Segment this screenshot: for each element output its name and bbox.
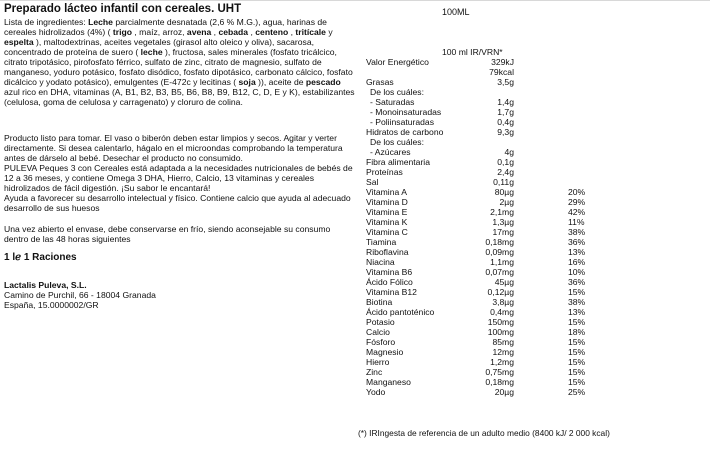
ingredient-text: ,: [288, 27, 296, 37]
ingredient-text: y: [325, 27, 333, 37]
nutrient-value: 3,5g: [497, 77, 514, 87]
nutrition-row: [366, 97, 596, 107]
nutrient-value: 0,07mg: [485, 267, 514, 277]
nutrient-label: Ácido pantoténico: [366, 307, 435, 317]
nutrient-label: Vitamina B6: [366, 267, 413, 277]
nutrient-label: Grasas: [366, 77, 394, 87]
ingredient-text: , maíz, arroz,: [132, 27, 187, 37]
nutrient-label: Vitamina C: [366, 227, 408, 237]
nutrient-ir-percent: 29%: [568, 197, 586, 207]
nutrient-label: Sal: [366, 177, 379, 187]
ingredients-list: [4, 17, 356, 107]
nutrient-label: - Monoinsaturadas: [370, 107, 442, 117]
nutrition-row: [366, 207, 596, 217]
nutrient-ir-percent: 13%: [568, 247, 586, 257]
nutrient-label: Yodo: [366, 387, 386, 397]
nutrient-value: 0,4g: [497, 117, 514, 127]
nutrition-row: [366, 377, 596, 387]
product-info-column: [4, 17, 356, 310]
nutrient-value: 0,75mg: [485, 367, 514, 377]
nutrition-table: [366, 57, 596, 397]
nutrient-value: 20µg: [494, 387, 514, 397]
nutrient-ir-percent: 38%: [568, 227, 586, 237]
nutrient-label: Vitamina K: [366, 217, 408, 227]
nutrition-row: [366, 187, 596, 197]
ingredient-text: ), fructosa, sales minerales (fosfato tricálcico, citrato tripotásico, pirofosfato férrico, sulfato de zinc, citrato de magnesio, sulfato de manganeso, yoduro potásico, fosfato disódico, fosfato dipotásico, carbonato cálcico, fosfato dicálcico y yodato potásico), emulgentes (E-472c y lecitinas (: [4, 47, 353, 87]
nutrition-row: [366, 357, 596, 367]
preparation-text: Producto listo para tomar. El vaso o biberón deben estar limpios y secos. Agitar y verter directamente. Si desea calentarlo, hágalo en el microondas comprobando la temperatura antes de dárselo al bebé. Desechar el producto no consumido.: [4, 133, 343, 163]
footnote: (*) IRIngesta de referencia de un adulto medio (8400 kJ/ 2 000 kcal): [358, 428, 610, 438]
nutrition-row: [366, 277, 596, 287]
nutrient-label: Ácido Fólico: [366, 277, 413, 287]
allergen-word: pescado: [305, 77, 341, 87]
nutrient-label: - Poliinsaturadas: [370, 117, 435, 127]
nutrition-row: [366, 247, 596, 257]
allergen-word: trigo: [112, 27, 132, 37]
nutrient-ir-percent: 15%: [568, 337, 586, 347]
nutrient-value: 3,8µg: [492, 297, 514, 307]
nutrient-value: 12mg: [492, 347, 514, 357]
allergen-word: espelta: [4, 37, 34, 47]
nutrient-label: Vitamina D: [366, 197, 408, 207]
company-address: Camino de Purchil, 66 - 18004 Granada: [4, 290, 156, 300]
nutrient-ir-percent: 25%: [568, 387, 586, 397]
nutrient-ir-percent: 15%: [568, 317, 586, 327]
nutrient-value: 17mg: [492, 227, 514, 237]
nutrient-value: 79kcal: [489, 67, 514, 77]
nutrient-value: 1,2mg: [490, 357, 514, 367]
allergen-word: tritícale: [295, 27, 326, 37]
nutrient-label: Magnesio: [366, 347, 404, 357]
allergen-word: Leche: [88, 17, 113, 27]
nutrient-value: 2µg: [499, 197, 514, 207]
nutrient-label: - Saturadas: [370, 97, 415, 107]
ingredient-text: Lista de ingredientes:: [4, 17, 89, 27]
nutrition-row: [366, 267, 596, 277]
allergen-word: leche: [140, 47, 163, 57]
nutrient-label: Riboflavina: [366, 247, 409, 257]
product-title: Preparado lácteo infantil con cereales. UHT: [4, 3, 242, 15]
nutrient-ir-percent: 15%: [568, 347, 586, 357]
nutrient-label: De los cuáles:: [370, 137, 424, 147]
nutrient-label: Potasio: [366, 317, 395, 327]
nutrition-row: [366, 137, 596, 147]
nutrition-row: [366, 237, 596, 247]
nutrition-row: [366, 127, 596, 137]
nutrition-row: [366, 317, 596, 327]
nutrient-ir-percent: 36%: [568, 277, 586, 287]
nutrient-value: 9,3g: [497, 127, 514, 137]
nutrition-row: [366, 157, 596, 167]
nutrition-row: [366, 197, 596, 207]
nutrient-ir-percent: 11%: [568, 217, 585, 227]
nutrient-label: Fósforo: [366, 337, 396, 347]
nutrition-row: [366, 107, 596, 117]
nutrient-value: 0,4mg: [490, 307, 514, 317]
nutrient-value: 0,18mg: [485, 237, 514, 247]
nutrient-label: Manganeso: [366, 377, 411, 387]
ingredient-text: parcialmente desnatada (2,6 % M.G.), agua, harinas de cereales hidrolizados (4%) (: [4, 17, 327, 37]
nutrition-row: [366, 77, 596, 87]
quantity-header: 100ML: [442, 7, 470, 17]
nutrient-value: 1,3µg: [492, 217, 514, 227]
allergen-word: soja: [238, 77, 256, 87]
nutrition-row: [366, 327, 596, 337]
nutrient-label: Zinc: [366, 367, 383, 377]
nutrient-value: 85mg: [492, 337, 514, 347]
ingredient-text: ,: [211, 27, 219, 37]
nutrient-label: Niacina: [366, 257, 395, 267]
nutrient-label: Fibra alimentaria: [366, 157, 430, 167]
nutrient-label: - Azúcares: [370, 147, 411, 157]
nutrient-ir-percent: 15%: [568, 357, 586, 367]
top-divider: [0, 0, 710, 1]
nutrient-label: Hierro: [366, 357, 390, 367]
nutrition-row: [366, 347, 596, 357]
nutrient-value: 1,4g: [497, 97, 514, 107]
nutrient-ir-percent: 18%: [568, 327, 586, 337]
benefit-text: Ayuda a favorecer su desarrollo intelectual y físico. Contiene calcio que ayuda al adecuado desarrollo de sus huesos: [4, 193, 351, 213]
nutrient-value: 80µg: [494, 187, 514, 197]
ingredient-text: )), aceite de: [255, 77, 306, 87]
nutrient-value: 0,18mg: [485, 377, 514, 387]
allergen-word: cebada: [218, 27, 249, 37]
nutrient-value: 1,7g: [497, 107, 514, 117]
nutrient-value: 1,1mg: [490, 257, 514, 267]
allergen-word: avena: [186, 27, 212, 37]
rations-text: 1 lℯ 1 Raciones: [4, 252, 77, 263]
description-text: PULEVA Peques 3 con Cereales está adaptada a la necesidades nutricionales de bebés de 12 a 36 meses, y contiene Omega 3 DHA, Hierro, Calcio, 13 vitaminas y cereales hidrolizados de fácil digestión. ¡Su sabor le encantará!: [4, 163, 353, 193]
nutrition-header: 100 ml IR/VRN*: [442, 47, 503, 57]
nutrient-label: De los cuáles:: [370, 87, 424, 97]
nutrient-label: Calcio: [366, 327, 390, 337]
nutrient-ir-percent: 13%: [568, 307, 586, 317]
nutrient-label: Hidratos de carbono: [366, 127, 444, 137]
nutrition-row: [366, 167, 596, 177]
company-country: España, 15.0000002/GR: [4, 300, 99, 310]
nutrition-row: [366, 287, 596, 297]
nutrient-value: 0,1g: [497, 157, 514, 167]
nutrition-row: [366, 227, 596, 237]
nutrient-ir-percent: 36%: [568, 237, 586, 247]
nutrition-row: [366, 387, 596, 397]
nutrient-ir-percent: 10%: [568, 267, 586, 277]
nutrition-row: [366, 257, 596, 267]
nutrient-ir-percent: 42%: [568, 207, 586, 217]
nutrient-label: Valor Energético: [366, 57, 429, 67]
nutrient-value: 0,12µg: [487, 287, 514, 297]
nutrient-value: 2,4g: [497, 167, 514, 177]
storage-text: Una vez abierto el envase, debe conservarse en frío, siendo aconsejable su consumo dentro de las 48 horas siguientes: [4, 224, 331, 244]
nutrient-value: 100mg: [487, 327, 514, 337]
nutrient-label: Vitamina E: [366, 207, 408, 217]
nutrient-value: 329kJ: [491, 57, 514, 67]
nutrient-label: Tiamina: [366, 237, 397, 247]
ingredient-text: ,: [248, 27, 256, 37]
nutrient-value: 150mg: [487, 317, 514, 327]
nutrient-ir-percent: 16%: [568, 257, 586, 267]
nutrition-row: [366, 87, 596, 97]
nutrition-row: [366, 337, 596, 347]
nutrient-ir-percent: 15%: [568, 377, 586, 387]
nutrient-value: 0,11g: [493, 177, 514, 187]
nutrient-label: Biotina: [366, 297, 393, 307]
company-name: Lactalis Puleva, S.L.: [4, 280, 87, 290]
nutrient-label: Vitamina B12: [366, 287, 417, 297]
nutrient-ir-percent: 38%: [568, 297, 586, 307]
nutrition-row: [366, 177, 596, 187]
nutrition-row: [366, 57, 596, 67]
nutrition-row: [366, 147, 596, 157]
nutrient-value: 2,1mg: [490, 207, 514, 217]
nutrient-label: Vitamina A: [366, 187, 407, 197]
nutrient-value: 45µg: [494, 277, 514, 287]
nutrient-ir-percent: 15%: [568, 287, 586, 297]
nutrition-row: [366, 217, 596, 227]
nutrient-value: 4g: [504, 147, 514, 157]
nutrition-row: [366, 367, 596, 377]
ingredient-text: ), maltodextrinas, aceites vegetales (girasol alto oleico y oliva), sacarosa, concentrado de proteína de suero (: [4, 37, 315, 57]
nutrient-value: 0,09mg: [485, 247, 514, 257]
allergen-word: centeno: [255, 27, 289, 37]
nutrient-ir-percent: 15%: [568, 367, 586, 377]
nutrient-label: Proteínas: [366, 167, 403, 177]
ingredient-text: azul rico en DHA, vitaminas (A, B1, B2, B3, B5, B6, B8, B9, B12, C, D, E y K), estabilizantes (celulosa, goma de celulosa y carragenato) y cloruro de colina.: [4, 87, 355, 107]
nutrient-ir-percent: 20%: [568, 187, 586, 197]
nutrition-row: [366, 67, 596, 77]
nutrition-row: [366, 117, 596, 127]
nutrition-row: [366, 297, 596, 307]
nutrition-row: [366, 307, 596, 317]
